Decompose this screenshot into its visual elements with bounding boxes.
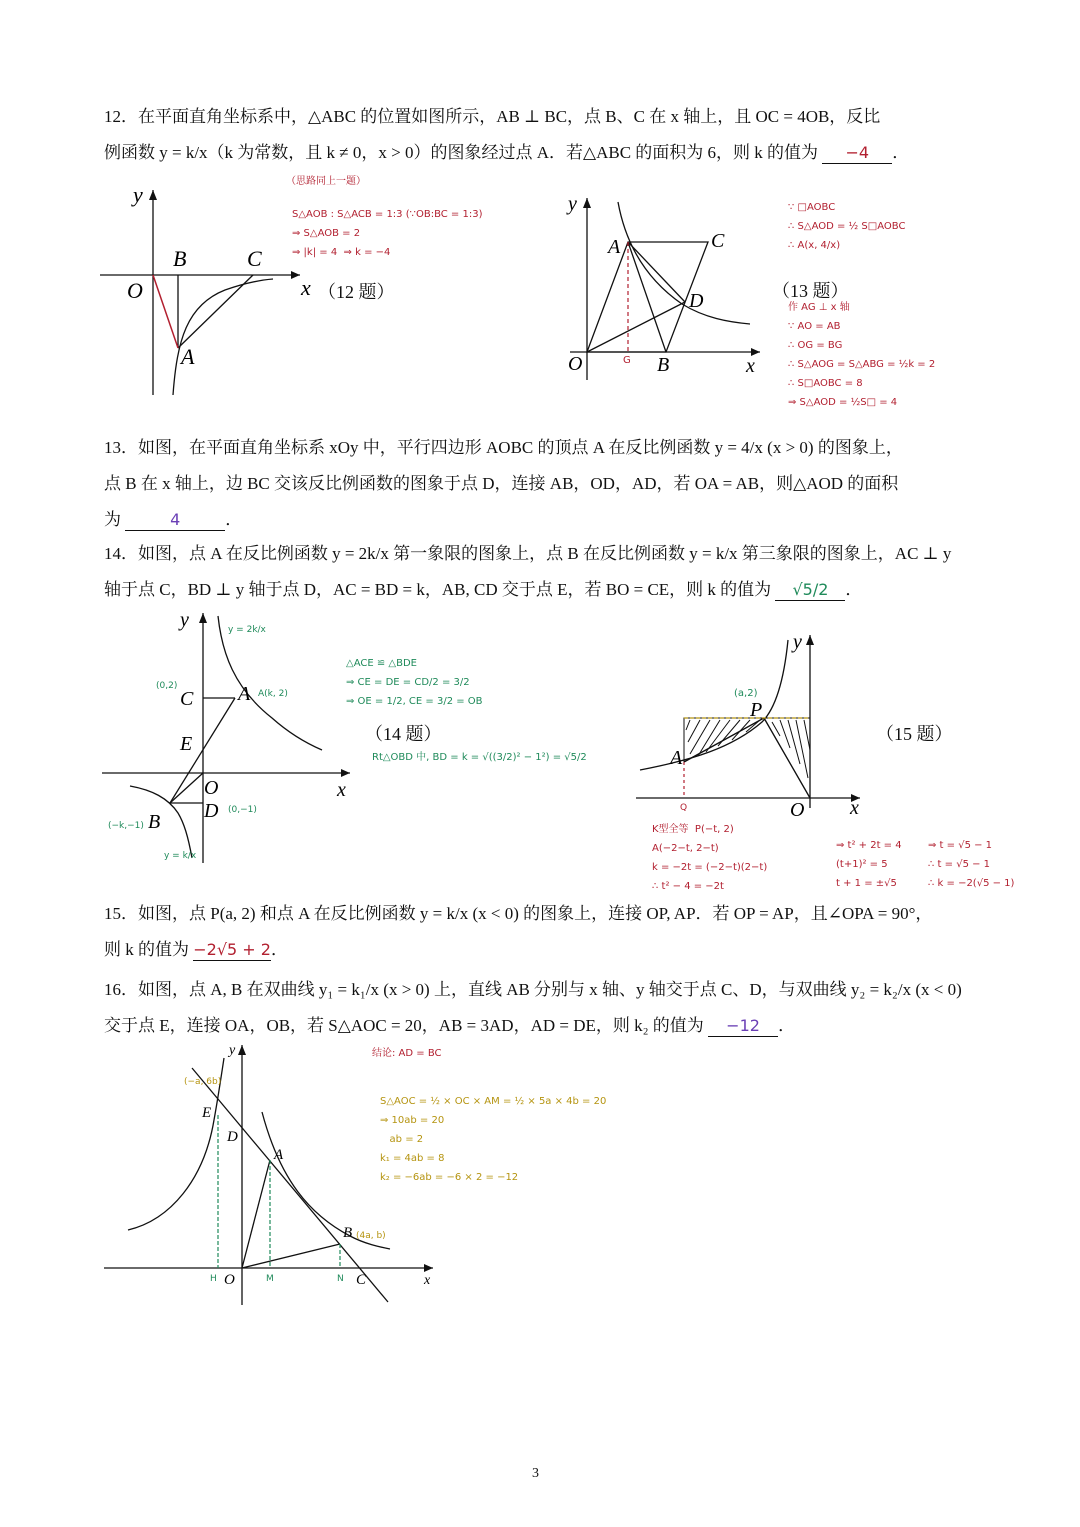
q13-line3: 为 [104, 510, 121, 529]
q12-b-label: B [173, 246, 187, 271]
q14-fn2-label: y = k/x [164, 851, 197, 861]
q16-n-label: N [337, 1274, 344, 1284]
q15-note-solve1: ⇒ t² + 2t = 4 (t+1)² = 5 t + 1 = ±√5 [836, 840, 902, 889]
q14-o-label: O [204, 777, 219, 799]
q16-note: S△AOC = ½ × OC × AM = ½ × 5a × 4b = 20 ⇒ 10ab = 20 ab = 2 k₁ = 4ab = 8 k₂ = −6ab = −6 × 2 = −12 [380, 1096, 607, 1183]
q12-note: S△AOB : S△ACB = 1:3 (∵OB:BC = 1:3) ⇒ S△AOB = 2 ⇒ |k| = 4 ⇒ k = −4 [292, 209, 483, 258]
q14-figure [100, 608, 360, 868]
q16-d-label: D [227, 1129, 238, 1145]
q12-o-label: O [127, 278, 143, 303]
q16-y-label: y [229, 1043, 236, 1058]
q14-note-rt: Rt△OBD 中, BD = k = √((3/2)² − 1²) = √5/2 [372, 752, 587, 763]
q14-c-label: C [180, 688, 194, 710]
q14-e-label: E [180, 733, 193, 755]
q12-y-label: y [133, 182, 143, 207]
q14-d-label: D [204, 800, 219, 822]
q14-x-label: x [337, 779, 346, 801]
q15-x-label: x [850, 797, 859, 819]
q14-pd-label: (0,−1) [228, 805, 257, 815]
question-14: 14．如图，点 A 在反比例函数 y = 2k/x 第一象限的图象上，点 B 在反比例函数 y = k/x 第三象限的图象上，AC ⊥ y 轴于点 C，BD ⊥ y 轴于点 D，AC = BD = k，AB, CD 交于点 E，若 BO = CE，则 k 的值为 √5/2 ． [104, 536, 984, 608]
q14-answer: √5/2 [775, 580, 845, 601]
q13-d-label: D [689, 290, 704, 312]
question-12: 12．在平面直角坐标系中，△ABC 的位置如图所示，AB ⊥ BC，点 B、C 在 x 轴上，且 OC = 4OB，反比 例函数 y = k/x（k 为常数，且 k ≠ 0，x > 0）的图象经过点 A．若△ABC 的面积为 6，则 k 的值为 −4 ． [104, 99, 984, 171]
q15-y-label: y [793, 631, 802, 653]
q12-c-label: C [247, 246, 262, 271]
q16-pb-label: (4a, b) [356, 1231, 386, 1241]
q16-b-label: B [343, 1225, 353, 1241]
q16-line2: 交于点 E，连接 OA，OB，若 S△AOC = 20，AB = 3AD，AD = DE，则 k₂ 的值为 [104, 1016, 704, 1035]
q15-q-label: Q [680, 803, 688, 813]
q16-h-label: H [210, 1274, 217, 1284]
q14-y-label: y [180, 609, 189, 631]
question-16: 16．如图，点 A, B 在双曲线 y₁ = k₁/x (x > 0) 上，直线 AB 分别与 x 轴、y 轴交于点 C、D，与双曲线 y₂ = k₂/x (x < 0) 交于点 E，连接 OA，OB，若 S△AOC = 20，AB = 3AD，AD = DE，则 k₂ 的值为 −12 ． [104, 972, 984, 1044]
q13-a-label: A [608, 236, 621, 258]
q13-note: 作 AG ⊥ x 轴 ∵ AO = AB ∴ OG = BG ∴ S△AOG = S△ABG = ½k = 2 ∴ S□AOBC = 8 ⇒ S△AOD = ½S□ = 4 [788, 302, 936, 408]
q13-figure [560, 190, 770, 385]
q14-note: △ACE ≌ △BDE ⇒ CE = DE = CD/2 = 3/2 ⇒ OE = 1/2, CE = 3/2 = OB [346, 658, 483, 707]
q14-b-label: B [148, 811, 161, 833]
q12-line2: 例函数 y = k/x（k 为常数，且 k ≠ 0，x > 0）的图象经过点 A．若△ABC 的面积为 6，则 k 的值为 [104, 143, 819, 162]
q13-c-label: C [711, 230, 725, 252]
page-number: 3 [532, 1466, 539, 1481]
q16-answer: −12 [708, 1016, 778, 1037]
q12-answer: −4 [822, 143, 892, 164]
q15-line2: 则 k 的值为 [104, 940, 189, 959]
q15-figure [632, 630, 872, 825]
q12-a-label: A [181, 344, 195, 369]
q16-o-label: O [224, 1272, 235, 1288]
q16-c-label: C [356, 1272, 367, 1288]
q13-g-label: G [623, 355, 631, 366]
q12-note-title: （思路同上一题） [286, 176, 366, 187]
q15-note-solve2: ⇒ t = √5 − 1 ∴ t = √5 − 1 ∴ k = −2(√5 − 1) [928, 840, 1015, 889]
q13-caption: （13 题） [772, 281, 849, 301]
q12-x-label: x [301, 275, 311, 300]
q13-o-label: O [568, 353, 583, 375]
q15-p-label: P [750, 699, 763, 721]
q15-answer: −2√5 + 2 [193, 940, 271, 959]
q16-a-label: A [274, 1147, 284, 1163]
q15-line1: 15．如图，点 P(a, 2) 和点 A 在反比例函数 y = k/x (x < 0) 的图象上，连接 OP, AP．若 OP = AP，且∠OPA = 90°， [104, 904, 933, 923]
q13-note-top: ∵ □AOBC ∴ S△AOD = ½ S□AOBC ∴ A(x, 4/x) [788, 202, 906, 251]
q16-m-label: M [266, 1274, 274, 1284]
q15-caption: （15 题） [876, 724, 953, 744]
q13-x-label: x [746, 355, 755, 377]
q15-a-label: A [670, 747, 683, 769]
q14-line1: 14．如图，点 A 在反比例函数 y = 2k/x 第一象限的图象上，点 B 在反比例函数 y = k/x 第三象限的图象上，AC ⊥ y [104, 544, 952, 563]
q15-note-k: K型全等 P(−t, 2) A(−2−t, 2−t) k = −2t = (−2−t)(2−t) ∴ t² − 4 = −2t [652, 824, 768, 892]
q14-pa-label: A(k, 2) [258, 689, 288, 699]
q12-caption: （12 题） [318, 282, 395, 302]
q14-line2: 轴于点 C，BD ⊥ y 轴于点 D，AC = BD = k，AB, CD 交于点 E，若 BO = CE，则 k 的值为 [104, 580, 772, 599]
q13-b-label: B [657, 354, 670, 376]
q16-pe-label: (−a, 6b) [184, 1077, 222, 1087]
q14-a-label: A [238, 683, 251, 705]
q14-caption: （14 题） [365, 724, 442, 744]
q15-o-label: O [790, 799, 805, 821]
q13-line2: 点 B 在 x 轴上，边 BC 交该反比例函数的图象于点 D，连接 AB，OD，AD，若 OA = AB，则△AOD 的面积 [104, 474, 899, 493]
question-15: 15．如图，点 P(a, 2) 和点 A 在反比例函数 y = k/x (x < 0) 的图象上，连接 OP, AP．若 OP = AP，且∠OPA = 90°， 则 k 的值为 −2√5 + 2． [104, 896, 984, 968]
q12-line1: 12．在平面直角坐标系中，△ABC 的位置如图所示，AB ⊥ BC，点 B、C 在 x 轴上，且 OC = 4OB，反比 [104, 107, 881, 126]
q16-x-label: x [424, 1273, 431, 1288]
q12-figure [95, 180, 325, 400]
q13-y-label: y [568, 193, 577, 215]
q16-note-conclusion: 结论: AD = BC [372, 1048, 442, 1059]
q13-line1: 13．如图，在平面直角坐标系 xOy 中，平行四边形 AOBC 的顶点 A 在反比例函数 y = 4/x (x > 0) 的图象上， [104, 438, 903, 457]
q13-answer: 4 [125, 510, 225, 531]
q14-fn1-label: y = 2k/x [228, 625, 266, 635]
q14-pc-label: (0,2) [156, 681, 178, 691]
question-13: 13．如图，在平面直角坐标系 xOy 中，平行四边形 AOBC 的顶点 A 在反比例函数 y = 4/x (x > 0) 的图象上， 点 B 在 x 轴上，边 BC 交该反比例函数的图象于点 D，连接 AB，OD，AD，若 OA = AB，则△AOD 的面积 为 4 ． [104, 430, 984, 538]
q14-pb-label: (−k,−1) [108, 821, 144, 831]
q15-p-coord: (a,2) [734, 688, 758, 699]
q16-e-label: E [202, 1105, 212, 1121]
q16-line1: 16．如图，点 A, B 在双曲线 y₁ = k₁/x (x > 0) 上，直线 AB 分别与 x 轴、y 轴交于点 C、D，与双曲线 y₂ = k₂/x (x < 0) [104, 980, 962, 999]
